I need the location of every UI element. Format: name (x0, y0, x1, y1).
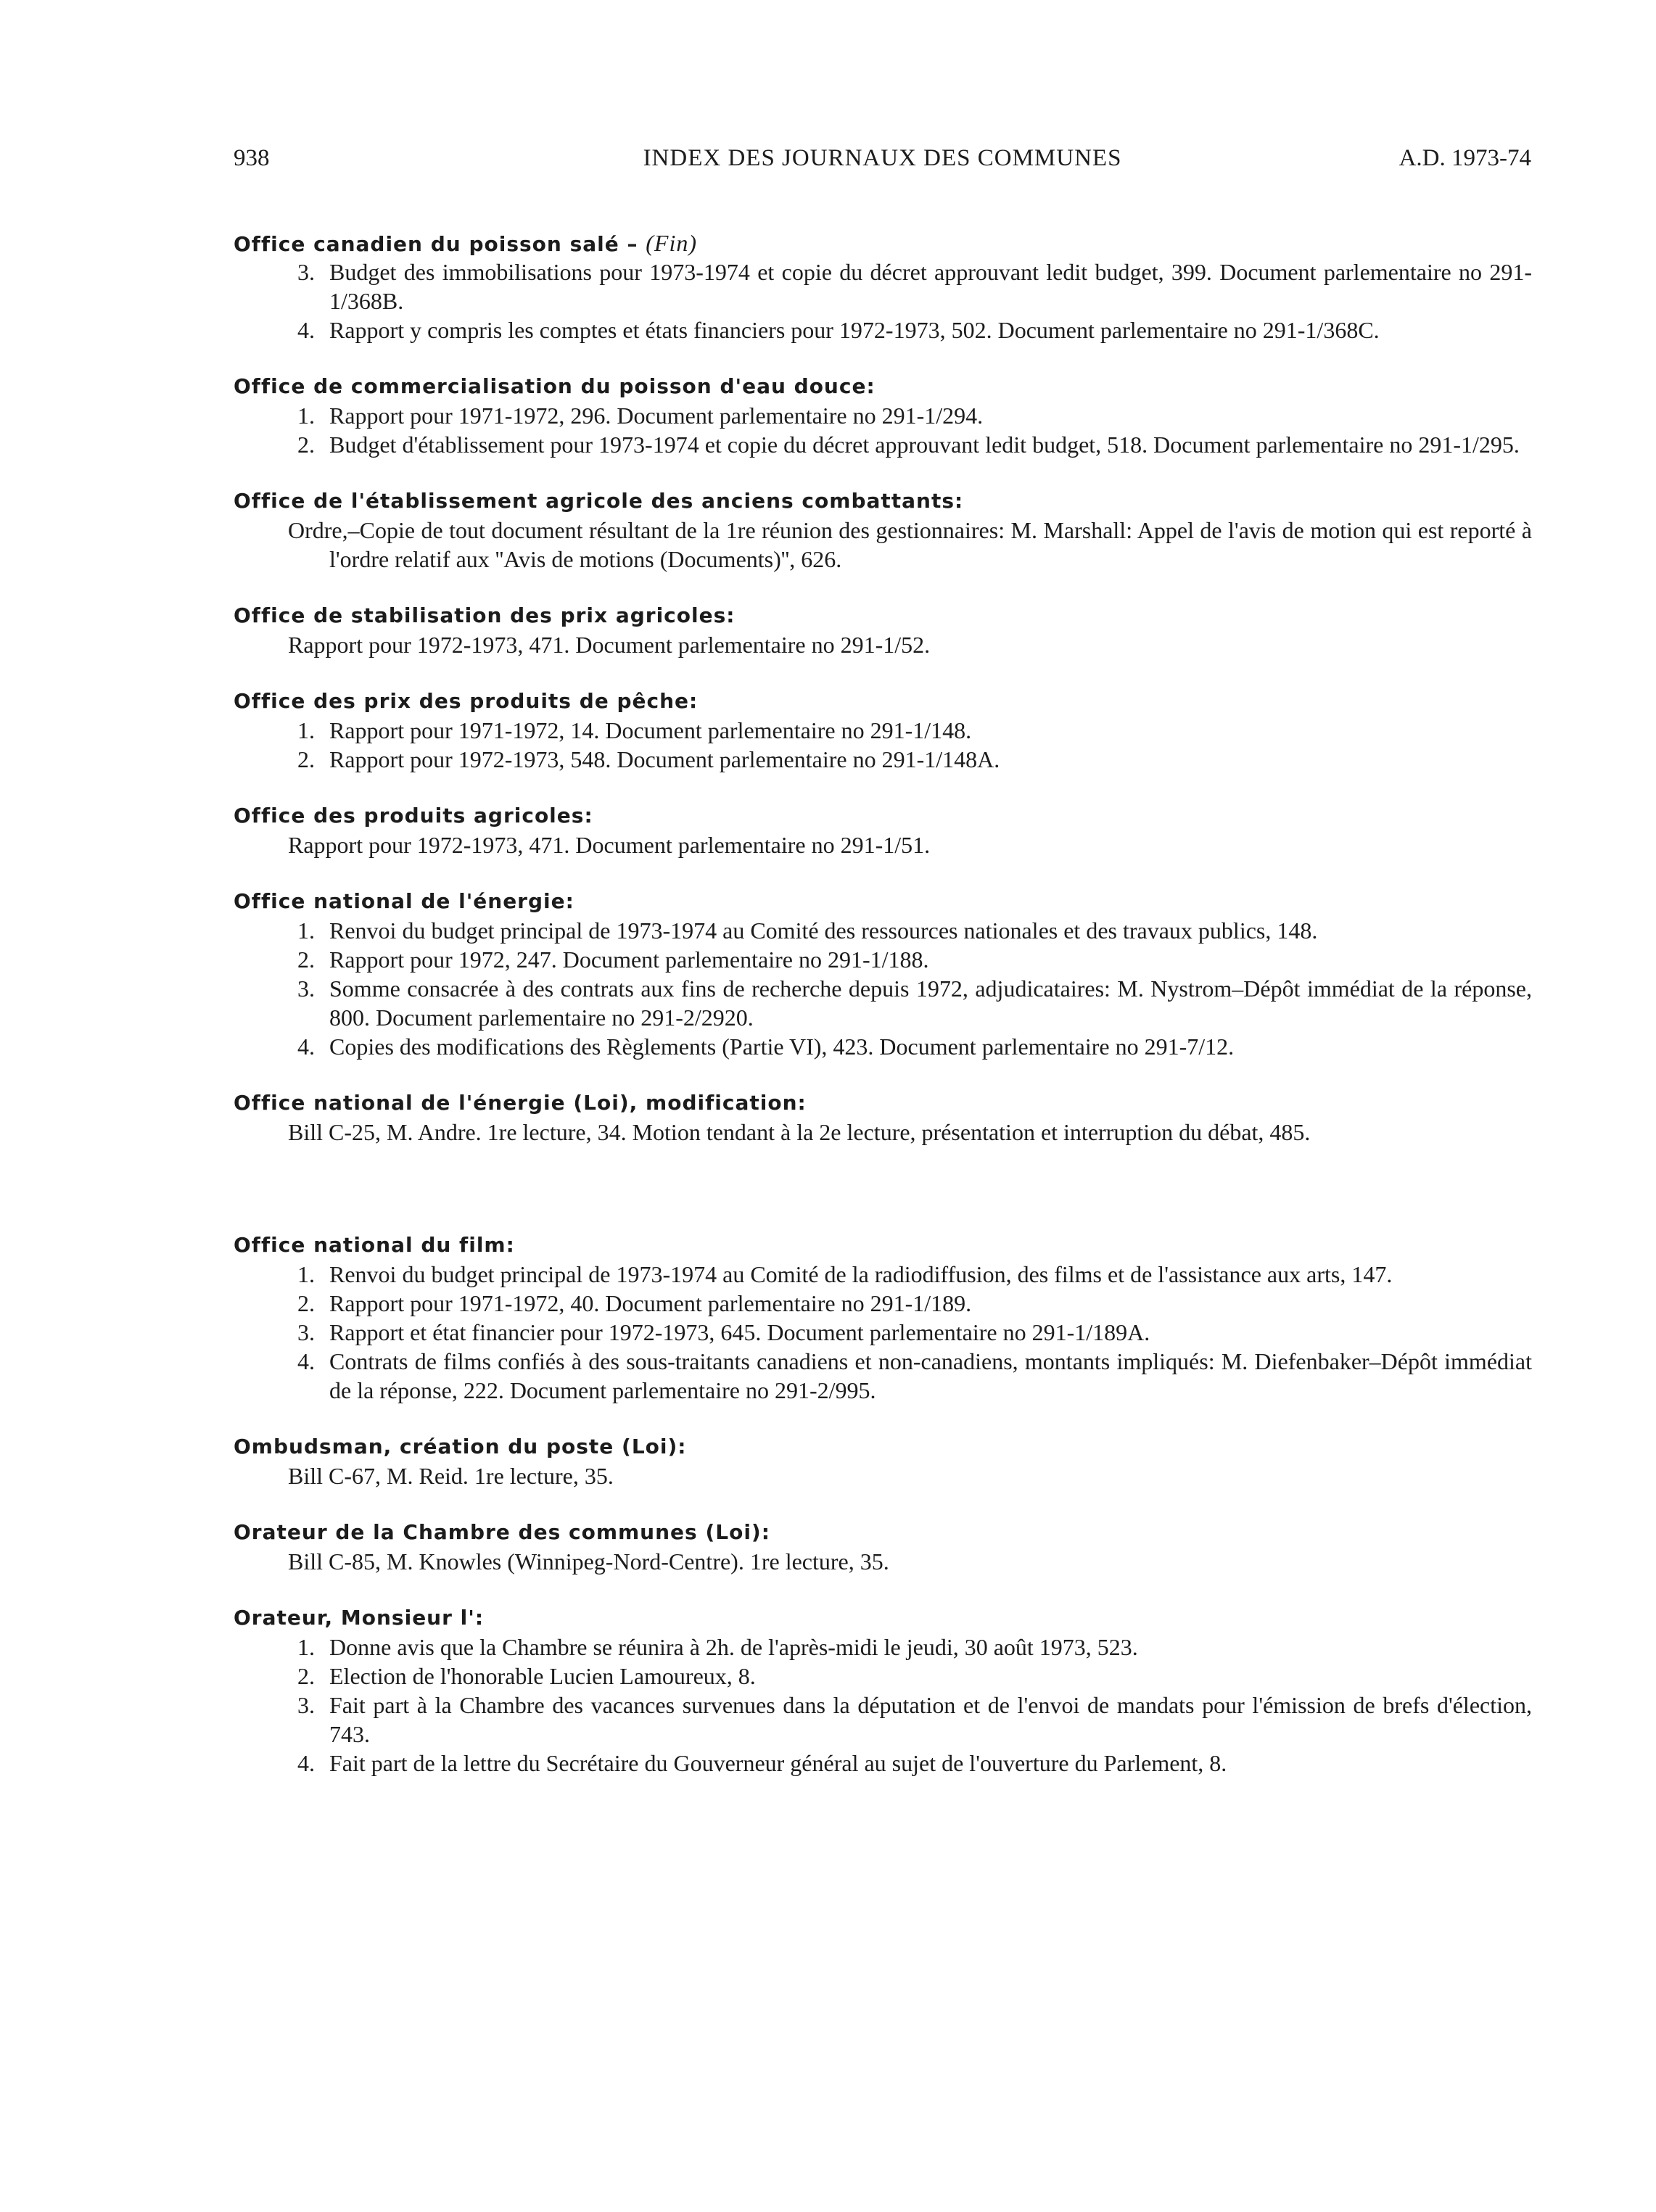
entry-text: Rapport pour 1972-1973, 471. Document parlementaire no 291-1/51. (288, 832, 931, 858)
entry-item (234, 1032, 1532, 1061)
item-text: Fait part à la Chambre des vacances survenues dans la députation et de l'envoi de mandats pour l'émission de brefs d'élection, 743. (329, 1692, 1532, 1747)
entry-heading: Office national de l'énergie: (234, 889, 574, 913)
index-entry (234, 1604, 1532, 1778)
index-entry (234, 487, 1532, 574)
index-entry (234, 1518, 1532, 1576)
index-entry (234, 687, 1532, 774)
entry-item (234, 945, 1532, 974)
item-number: 3. (297, 1692, 315, 1718)
item-text: Rapport y compris les comptes et états financiers pour 1972-1973, 502. Document parlementaire no 291-1/368C. (329, 317, 1380, 343)
item-number: 3. (297, 259, 315, 285)
page-header (234, 145, 1531, 181)
item-text: Copies des modifications des Règlements (Partie VI), 423. Document parlementaire no 291-7/12. (329, 1033, 1235, 1060)
item-text: Contrats de films confiés à des sous-traitants canadiens et non-canadiens, montants impliqués: M. Diefenbaker–Dépôt immédiat de la réponse, 222. Document parlementaire no 291-2/995. (329, 1348, 1532, 1403)
entry-item (234, 1662, 1532, 1691)
item-text: Renvoi du budget principal de 1973-1974 au Comité de la radiodiffusion, des films et de l'assistance aux arts, 147. (329, 1261, 1393, 1287)
item-text: Budget d'établissement pour 1973-1974 et copie du décret approuvant ledit budget, 518. Document parlementaire no 291-1/295. (329, 432, 1520, 458)
index-entry (234, 372, 1532, 459)
entry-item (234, 974, 1532, 1032)
item-text: Rapport pour 1972, 247. Document parlementaire no 291-1/188. (329, 946, 929, 973)
page-number: 938 (234, 145, 270, 171)
item-number: 2. (297, 1290, 315, 1316)
entry-text: Ordre,–Copie de tout document résultant de la 1re réunion des gestionnaires: M. Marshall: Appel de l'avis de motion qui est reporté à l'ordre relatif aux ''Avis de motions (Documents)'', 626. (288, 517, 1532, 572)
entry-item (234, 315, 1532, 344)
index-entry (234, 1231, 1532, 1405)
entry-item (234, 1318, 1532, 1347)
item-number: 2. (297, 746, 315, 772)
entry-item (234, 257, 1532, 315)
entry-item (234, 401, 1532, 430)
entry-item (234, 745, 1532, 774)
entry-item (234, 1347, 1532, 1405)
page-year: A.D. 1973-74 (1398, 145, 1531, 171)
entry-heading: Orateur de la Chambre des communes (Loi): (234, 1520, 770, 1544)
item-number: 1. (297, 403, 315, 429)
item-number: 3. (297, 1319, 315, 1345)
item-text: Fait part de la lettre du Secrétaire du Gouverneur général au sujet de l'ouverture du Parlement, 8. (329, 1750, 1227, 1776)
continued-marker: (Fin) (646, 230, 697, 256)
entry-text: Bill C-85, M. Knowles (Winnipeg-Nord-Centre). 1re lecture, 35. (288, 1548, 889, 1575)
entry-item (234, 1260, 1532, 1289)
entry-heading: Office de commercialisation du poisson d'eau douce: (234, 374, 876, 398)
entry-heading: Office national de l'énergie (Loi), modification: (234, 1091, 807, 1115)
entry-heading: Office de stabilisation des prix agricoles: (234, 603, 736, 627)
entry-item (234, 716, 1532, 745)
item-number: 3. (297, 975, 315, 1002)
item-text: Rapport pour 1971-1972, 296. Document parlementaire no 291-1/294. (329, 403, 984, 429)
index-entry (234, 887, 1532, 1061)
item-number: 1. (297, 717, 315, 743)
item-text: Rapport pour 1971-1972, 14. Document parlementaire no 291-1/148. (329, 717, 972, 743)
entry-heading: Orateur, Monsieur l': (234, 1606, 485, 1630)
index-entry (234, 228, 1532, 344)
index-content (234, 228, 1532, 1778)
entry-text: Rapport pour 1972-1973, 471. Document parlementaire no 291-1/52. (288, 632, 931, 658)
page-title: INDEX DES JOURNAUX DES COMMUNES (643, 145, 1122, 171)
index-entry (234, 801, 1532, 859)
entry-heading: Office canadien du poisson salé – (Fin) (234, 230, 697, 256)
entry-heading: Office des prix des produits de pêche: (234, 689, 699, 713)
index-entry (234, 601, 1532, 659)
entry-item (234, 1289, 1532, 1318)
item-number: 4. (297, 1348, 315, 1374)
entry-text: Bill C-25, M. Andre. 1re lecture, 34. Motion tendant à la 2e lecture, présentation et interruption du débat, 485. (288, 1119, 1311, 1145)
entry-item (234, 916, 1532, 945)
entry-item (234, 430, 1532, 459)
item-number: 1. (297, 1261, 315, 1287)
entry-heading: Office national du film: (234, 1233, 515, 1257)
entry-text: Bill C-67, M. Reid. 1re lecture, 35. (288, 1463, 614, 1489)
entry-item (234, 1749, 1532, 1778)
item-text: Budget des immobilisations pour 1973-1974 et copie du décret approuvant ledit budget, 399. Document parlementaire no 291-1/368B. (329, 259, 1532, 314)
entry-heading: Office des produits agricoles: (234, 804, 593, 828)
item-number: 4. (297, 1750, 315, 1776)
item-number: 1. (297, 1634, 315, 1660)
item-text: Donne avis que la Chambre se réunira à 2h. de l'après-midi le jeudi, 30 août 1973, 523. (329, 1634, 1138, 1660)
item-number: 2. (297, 946, 315, 973)
item-number: 4. (297, 1033, 315, 1060)
entry-heading: Ombudsman, création du poste (Loi): (234, 1435, 687, 1458)
item-number: 1. (297, 917, 315, 944)
entry-heading: Office de l'établissement agricole des anciens combattants: (234, 489, 964, 513)
item-text: Rapport et état financier pour 1972-1973, 645. Document parlementaire no 291-1/189A. (329, 1319, 1150, 1345)
item-number: 2. (297, 432, 315, 458)
entry-item (234, 1633, 1532, 1662)
item-text: Renvoi du budget principal de 1973-1974 au Comité des ressources nationales et des travaux publics, 148. (329, 917, 1318, 944)
item-text: Rapport pour 1972-1973, 548. Document parlementaire no 291-1/148A. (329, 746, 1000, 772)
item-text: Election de l'honorable Lucien Lamoureux, 8. (329, 1663, 756, 1689)
item-number: 2. (297, 1663, 315, 1689)
entry-item (234, 1691, 1532, 1749)
item-text: Rapport pour 1971-1972, 40. Document parlementaire no 291-1/189. (329, 1290, 972, 1316)
item-number: 4. (297, 317, 315, 343)
index-entry (234, 1432, 1532, 1490)
item-text: Somme consacrée à des contrats aux fins de recherche depuis 1972, adjudicataires: M. Nystrom–Dépôt immédiat de la réponse, 800. Document parlementaire no 291-2/2920. (329, 975, 1532, 1031)
index-entry (234, 1089, 1532, 1147)
